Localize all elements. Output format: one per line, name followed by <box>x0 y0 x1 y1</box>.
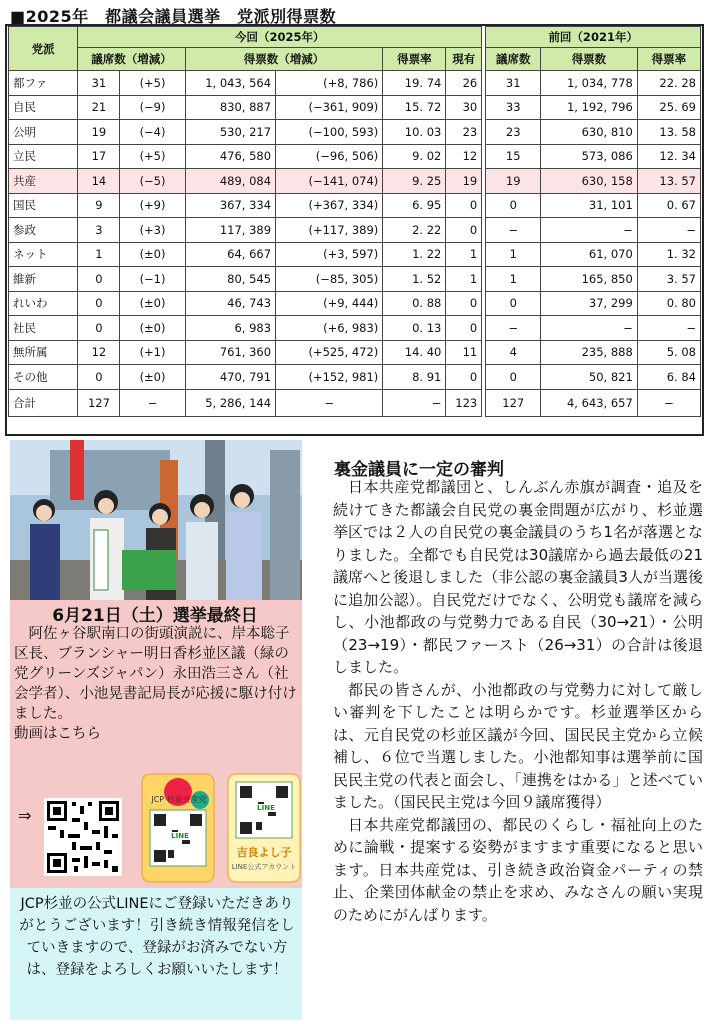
table-row <box>9 71 701 96</box>
event-description: 阿佐ヶ谷駅南口の街頭演説に、岸本聡子区長、ブランシャー明日香杉並区議（緑の党グリーンズジャパン）永田浩三さん（社会学者）、小池晃書記局長が応援に駆け付けました。 <box>14 626 297 722</box>
cell-seats: 14 <box>78 169 120 194</box>
cell-p-rate: 12. 34 <box>637 144 700 169</box>
cell-p-rate: 6. 84 <box>637 365 700 390</box>
cell-seats: 0 <box>78 267 120 292</box>
total-prev-rate: − <box>637 389 700 416</box>
cell-vote-chg: (+8, 786) <box>276 71 383 96</box>
group-previous-header: 前回（2021年） <box>486 27 701 48</box>
cell-party: 無所属 <box>9 340 78 365</box>
cell-p-votes: 235, 888 <box>541 340 638 365</box>
article-paragraph: 日本共産党都議団と、しんぶん赤旗が調査・追及を続けてきた都議会自民党の裏金問題が広がり、杉並選挙区では２人の自民党の裏金議員のうち1名が落選となりました。全都でも自民党は30議席から過去最低の21議席へと後退しました（非公認の裏金議員3人が当選後に追加公認）。自民党だけでなく、公明党も議席を減らし、小池都政の与党勢力である自民（30→21）・公明（23→19）・都民ファースト（26→31）の合計は後退しました。 <box>333 478 703 676</box>
table-row <box>9 144 701 169</box>
cell-seat-chg: (−9) <box>120 95 185 120</box>
arrow-icon: ⇒ <box>18 806 32 825</box>
cell-p-rate: 0. 80 <box>637 291 700 316</box>
cell-rate: 14. 40 <box>383 340 446 365</box>
cell-p-rate: 25. 69 <box>637 95 700 120</box>
col-party-header: 党派 <box>9 27 78 71</box>
cell-p-votes: 37, 299 <box>541 291 638 316</box>
cell-p-votes: 61, 070 <box>541 242 638 267</box>
total-prev-votes: 4, 643, 657 <box>541 389 638 416</box>
event-body <box>14 624 300 744</box>
cell-vote-chg: (+367, 334) <box>276 193 383 218</box>
cell-votes: 761, 360 <box>185 340 275 365</box>
cell-seats: 31 <box>78 71 120 96</box>
cell-p-votes: 50, 821 <box>541 365 638 390</box>
cell-seats: 19 <box>78 120 120 145</box>
cell-vote-chg: (+152, 981) <box>276 365 383 390</box>
cell-p-seats: 19 <box>486 169 541 194</box>
cell-inc: 12 <box>446 144 482 169</box>
total-vote-chg: − <box>276 389 383 416</box>
cell-rate: 8. 91 <box>383 365 446 390</box>
article-title: 裏金議員に一定の審判 <box>334 460 504 480</box>
cell-votes: 367, 334 <box>185 193 275 218</box>
table-row <box>9 291 701 316</box>
cell-p-seats: 0 <box>486 291 541 316</box>
cell-p-seats: 1 <box>486 242 541 267</box>
cell-seats: 21 <box>78 95 120 120</box>
cell-p-rate: 13. 58 <box>637 120 700 145</box>
kira-card-sub: LINE公式アカウント <box>231 863 297 871</box>
line-notice: JCP杉並の公式LINEにご登録いただきありがとうございます！引き続き情報発信をしていきますので、登録がお済みでない方は、登録をよろしくお願いいたします！ <box>19 896 295 978</box>
total-rate: − <box>383 389 446 416</box>
cell-rate: 1. 22 <box>383 242 446 267</box>
cell-seats: 17 <box>78 144 120 169</box>
cell-p-rate: − <box>637 316 700 341</box>
cell-vote-chg: (+3, 597) <box>276 242 383 267</box>
cell-rate: 10. 03 <box>383 120 446 145</box>
cell-votes: 46, 743 <box>185 291 275 316</box>
cell-seats: 9 <box>78 193 120 218</box>
article-paragraph: 日本共産党都議団の、都民のくらし・福祉向上のために論戦・提案する姿勢がますます重要になると思います。日本共産党は、引き続き政治資金パーティの禁止、企業団体献金の禁止を求め、みなさんの願い実現のためにがんばります。 <box>333 815 703 924</box>
cell-inc: 0 <box>446 193 482 218</box>
cell-p-votes: 1, 192, 796 <box>541 95 638 120</box>
cell-inc: 23 <box>446 120 482 145</box>
cell-seats: 1 <box>78 242 120 267</box>
cell-inc: 30 <box>446 95 482 120</box>
event-title: 6月21日（土）選挙最終日 <box>52 606 258 626</box>
seats-change-header: 議席数（増減） <box>78 48 185 71</box>
cell-votes: 80, 545 <box>185 267 275 292</box>
total-seat-chg: − <box>120 389 185 416</box>
cell-vote-chg: (−100, 593) <box>276 120 383 145</box>
cell-p-rate: 5. 08 <box>637 340 700 365</box>
cell-party: れいわ <box>9 291 78 316</box>
video-qr-code[interactable] <box>44 798 122 876</box>
cell-p-seats: 23 <box>486 120 541 145</box>
cell-votes: 6, 983 <box>185 316 275 341</box>
cell-p-seats: 31 <box>486 71 541 96</box>
cell-seats: 0 <box>78 291 120 316</box>
article-paragraph: 都民の皆さんが、小池都政の与党勢力に対して厳しい審判を下したことは明らかです。杉並選挙区からは、元自民党の杉並区議が今回、国民民主党から立候補し、６位で当選しました。小池都知事は選挙前に国民民主党の代表と面会し、「連携をはかる」と述べていました。（国民民主党は今回９議席獲得） <box>333 680 703 811</box>
article-body <box>333 476 703 926</box>
cell-vote-chg: (+525, 472) <box>276 340 383 365</box>
jcp-card-label: JCP 杉並共産党 <box>151 795 207 804</box>
cell-p-votes: − <box>541 218 638 243</box>
cell-p-rate: 0. 67 <box>637 193 700 218</box>
cell-seats: 12 <box>78 340 120 365</box>
cell-seat-chg: (±0) <box>120 316 185 341</box>
cell-inc: 0 <box>446 316 482 341</box>
total-party: 合計 <box>9 389 78 416</box>
kira-card-label: 吉良よし子 <box>236 846 292 859</box>
cell-p-seats: − <box>486 218 541 243</box>
cell-inc: 26 <box>446 71 482 96</box>
cell-inc: 0 <box>446 218 482 243</box>
cell-party: 参政 <box>9 218 78 243</box>
cell-p-rate: 13. 57 <box>637 169 700 194</box>
cell-seats: 0 <box>78 316 120 341</box>
cell-rate: 9. 02 <box>383 144 446 169</box>
table-row <box>9 316 701 341</box>
cell-vote-chg: (−141, 074) <box>276 169 383 194</box>
cell-party: その他 <box>9 365 78 390</box>
cell-vote-chg: (+117, 389) <box>276 218 383 243</box>
cell-vote-chg: (+9, 444) <box>276 291 383 316</box>
cell-rate: 2. 22 <box>383 218 446 243</box>
cell-party: ネット <box>9 242 78 267</box>
total-row <box>9 389 701 416</box>
cell-votes: 470, 791 <box>185 365 275 390</box>
incumbent-header: 現有 <box>446 48 482 71</box>
line-tag-2: LINE <box>254 804 278 812</box>
cell-vote-chg: (−85, 305) <box>276 267 383 292</box>
table-row <box>9 365 701 390</box>
cell-seat-chg: (−1) <box>120 267 185 292</box>
video-link[interactable]: 動画はこちら <box>14 726 101 742</box>
cell-votes: 530, 217 <box>185 120 275 145</box>
cell-votes: 476, 580 <box>185 144 275 169</box>
cell-votes: 1, 043, 564 <box>185 71 275 96</box>
table-row <box>9 340 701 365</box>
table-row <box>9 242 701 267</box>
table-row <box>9 193 701 218</box>
cell-p-votes: 1, 034, 778 <box>541 71 638 96</box>
group-current-header: 今回（2025年） <box>78 27 482 48</box>
cell-p-votes: 630, 810 <box>541 120 638 145</box>
cell-p-seats: 1 <box>486 267 541 292</box>
cell-rate: 0. 88 <box>383 291 446 316</box>
cell-seats: 3 <box>78 218 120 243</box>
cell-inc: 19 <box>446 169 482 194</box>
table-row <box>9 218 701 243</box>
cell-party: 公明 <box>9 120 78 145</box>
cell-vote-chg: (−96, 506) <box>276 144 383 169</box>
cell-p-votes: 573, 086 <box>541 144 638 169</box>
campaign-photo <box>10 440 302 600</box>
total-votes: 5, 286, 144 <box>185 389 275 416</box>
line-qr-cards <box>138 770 303 888</box>
total-inc: 123 <box>446 389 482 416</box>
cell-inc: 0 <box>446 365 482 390</box>
cell-seat-chg: (+5) <box>120 144 185 169</box>
cell-rate: 19. 74 <box>383 71 446 96</box>
cell-seat-chg: (+3) <box>120 218 185 243</box>
cell-seat-chg: (−5) <box>120 169 185 194</box>
prev-seats-header: 議席数 <box>486 48 541 71</box>
cell-p-votes: 31, 101 <box>541 193 638 218</box>
cell-inc: 1 <box>446 242 482 267</box>
cell-p-votes: − <box>541 316 638 341</box>
cell-p-seats: 33 <box>486 95 541 120</box>
cell-party: 社民 <box>9 316 78 341</box>
cell-p-votes: 630, 158 <box>541 169 638 194</box>
cell-vote-chg: (−361, 909) <box>276 95 383 120</box>
cell-rate: 1. 52 <box>383 267 446 292</box>
cell-party: 立民 <box>9 144 78 169</box>
cell-rate: 9. 25 <box>383 169 446 194</box>
cell-inc: 11 <box>446 340 482 365</box>
cell-party: 共産 <box>9 169 78 194</box>
cell-p-seats: 0 <box>486 193 541 218</box>
cell-p-seats: 4 <box>486 340 541 365</box>
table-row <box>9 120 701 145</box>
table-row <box>9 95 701 120</box>
cell-seat-chg: (+5) <box>120 71 185 96</box>
votes-change-header: 得票数（増減） <box>185 48 383 71</box>
line-tag-1: LINE <box>168 832 192 840</box>
table-row <box>9 267 701 292</box>
cell-p-rate: 1. 32 <box>637 242 700 267</box>
vote-table <box>8 26 701 417</box>
cell-rate: 0. 13 <box>383 316 446 341</box>
cell-seat-chg: (+1) <box>120 340 185 365</box>
table-row <box>9 169 701 194</box>
cell-party: 国民 <box>9 193 78 218</box>
cell-votes: 830, 887 <box>185 95 275 120</box>
cell-party: 自民 <box>9 95 78 120</box>
total-seats: 127 <box>78 389 120 416</box>
cell-seat-chg: (±0) <box>120 242 185 267</box>
cell-p-seats: − <box>486 316 541 341</box>
cell-inc: 0 <box>446 291 482 316</box>
cell-party: 都ファ <box>9 71 78 96</box>
cell-seats: 0 <box>78 365 120 390</box>
cell-vote-chg: (+6, 983) <box>276 316 383 341</box>
cell-p-rate: 3. 57 <box>637 267 700 292</box>
cell-party: 維新 <box>9 267 78 292</box>
cell-seat-chg: (−4) <box>120 120 185 145</box>
cell-rate: 15. 72 <box>383 95 446 120</box>
cell-p-seats: 0 <box>486 365 541 390</box>
cell-votes: 64, 667 <box>185 242 275 267</box>
cell-votes: 489, 084 <box>185 169 275 194</box>
cell-seat-chg: (±0) <box>120 365 185 390</box>
cell-rate: 6. 95 <box>383 193 446 218</box>
prev-votes-header: 得票数 <box>541 48 638 71</box>
cell-seat-chg: (+9) <box>120 193 185 218</box>
cell-votes: 117, 389 <box>185 218 275 243</box>
cell-inc: 1 <box>446 267 482 292</box>
cell-p-rate: − <box>637 218 700 243</box>
rate-header: 得票率 <box>383 48 446 71</box>
prev-rate-header: 得票率 <box>637 48 700 71</box>
cell-p-rate: 22. 28 <box>637 71 700 96</box>
total-prev-seats: 127 <box>486 389 541 416</box>
page-title: ■2025年 都議会議員選挙 党派別得票数 <box>10 7 337 26</box>
cell-p-votes: 165, 850 <box>541 267 638 292</box>
cell-seat-chg: (±0) <box>120 291 185 316</box>
cell-p-seats: 15 <box>486 144 541 169</box>
